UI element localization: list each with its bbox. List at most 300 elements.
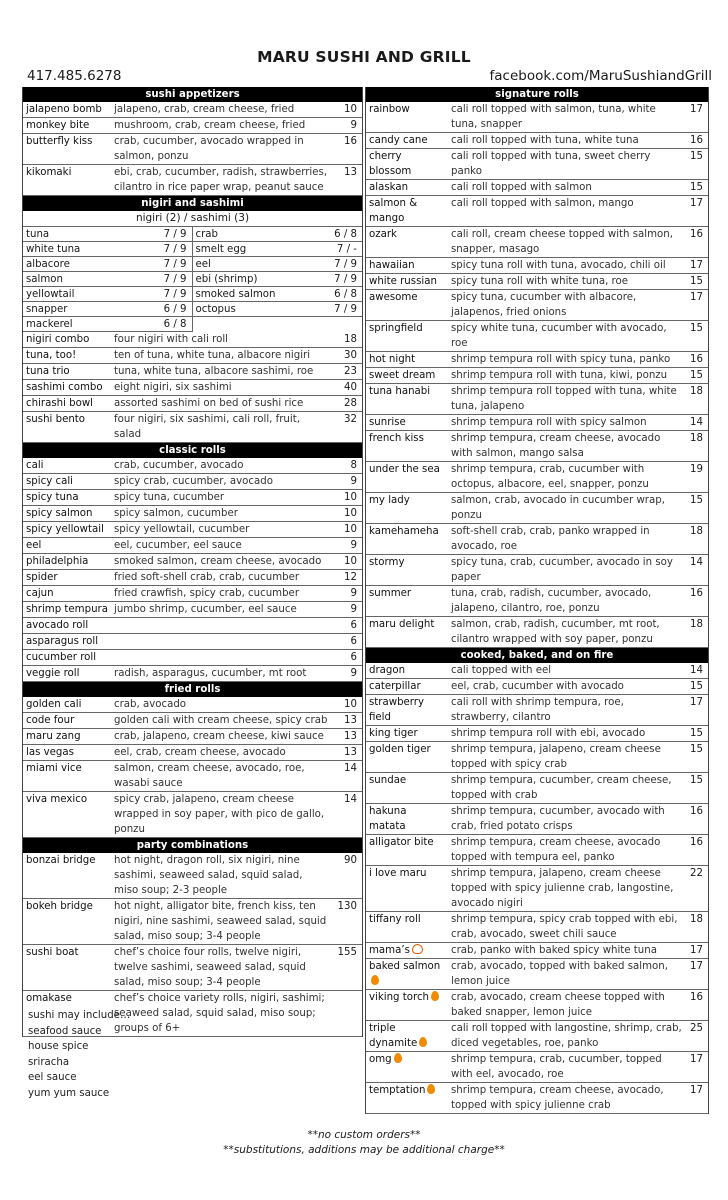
menu-item-row <box>366 196 708 227</box>
menu-item-row <box>366 1052 708 1083</box>
nigiri-name: eel <box>195 259 211 270</box>
item-name: white russian <box>369 276 437 287</box>
item-description: four nigiri, six sashimi, cali roll, fruit, salad <box>111 412 332 443</box>
menu-item-row <box>366 524 708 555</box>
item-price: 25 <box>686 1021 708 1052</box>
item-description: cali topped with eel <box>448 663 686 679</box>
item-description: shrimp tempura, spicy crab topped with ebi, crab, avocado, sweet chili sauce <box>448 912 686 943</box>
item-name: rainbow <box>369 104 410 115</box>
note-no-custom: **no custom orders** <box>307 1129 421 1141</box>
item-price: 17 <box>686 258 708 274</box>
menu-item-row <box>23 602 362 618</box>
nigiri-name: albacore <box>26 259 70 270</box>
menu-item-row <box>366 912 708 943</box>
nigiri-item <box>23 227 193 242</box>
item-price: 14 <box>686 415 708 431</box>
item-name: bonzai bridge <box>26 855 96 866</box>
item-price: 17 <box>686 1083 708 1114</box>
item-description: cali roll topped with langostine, shrimp, crab, diced vegetables, roe, panko <box>448 1021 686 1052</box>
menu-item-row <box>23 412 362 443</box>
item-price: 19 <box>686 462 708 493</box>
menu-item-row <box>366 180 708 196</box>
menu-item-row <box>366 835 708 866</box>
item-price: 18 <box>686 912 708 943</box>
item-description <box>111 650 332 666</box>
item-price: 15 <box>686 274 708 290</box>
item-price: 18 <box>686 617 708 648</box>
item-name: ozark <box>369 229 397 240</box>
nigiri-name: smoked salmon <box>195 289 276 300</box>
nigiri-item <box>193 272 363 287</box>
item-price: 16 <box>686 227 708 258</box>
item-price: 32 <box>332 412 362 443</box>
item-description: shrimp tempura roll with spicy salmon <box>448 415 686 431</box>
item-description: salmon, crab, radish, cucumber, mt root, cilantro wrapped with soy paper, ponzu <box>448 617 686 648</box>
item-description: chef’s choice four rolls, twelve nigiri, twelve sashimi, seaweed salad, squid salad, miso soup; 3-4 people <box>111 945 332 991</box>
item-price: 18 <box>332 332 362 348</box>
item-name: sunrise <box>369 417 406 428</box>
nigiri-item <box>23 242 193 257</box>
item-description: spicy salmon, cucumber <box>111 506 332 522</box>
item-name: strawberry field <box>369 697 425 723</box>
item-description: spicy white tuna, cucumber with avocado, roe <box>448 321 686 352</box>
item-description: golden cali with cream cheese, spicy crab <box>111 713 332 729</box>
item-price: 10 <box>332 522 362 538</box>
item-name: hakuna matata <box>369 806 407 832</box>
item-description: chef’s choice variety rolls, nigiri, sashimi; seaweed salad, squid salad, miso soup; groups of 6+ <box>111 991 332 1037</box>
flame-icon <box>419 1037 427 1047</box>
item-description: cali roll topped with salmon <box>448 180 686 196</box>
flame-icon <box>427 1084 435 1094</box>
item-name: maru delight <box>369 619 435 630</box>
item-description <box>111 634 332 650</box>
item-price: 9 <box>332 586 362 602</box>
item-description: cali roll topped with tuna, white tuna <box>448 133 686 149</box>
nigiri-price: 7 / 9 <box>163 274 187 285</box>
item-name: asparagus roll <box>26 636 99 647</box>
item-name: king tiger <box>369 728 418 739</box>
item-price: 17 <box>686 290 708 321</box>
menu-item-row <box>23 618 362 634</box>
item-price: 10 <box>332 490 362 506</box>
item-name: tiffany roll <box>369 914 421 925</box>
nigiri-price: 7 / 9 <box>163 229 187 240</box>
flame-icon <box>371 975 379 985</box>
item-price <box>332 991 362 1037</box>
item-price: 8 <box>332 458 362 474</box>
nigiri-name: ebi (shrimp) <box>195 274 258 285</box>
item-name: under the sea <box>369 464 440 475</box>
menu-item-row <box>366 493 708 524</box>
item-price: 18 <box>686 431 708 462</box>
item-description: spicy tuna roll with tuna, avocado, chili oil <box>448 258 686 274</box>
item-price: 15 <box>686 742 708 773</box>
item-name: code four <box>26 715 75 726</box>
item-name: my lady <box>369 495 410 506</box>
item-name: jalapeno bomb <box>26 104 102 115</box>
item-description: assorted sashimi on bed of sushi rice <box>111 396 332 412</box>
item-price: 40 <box>332 380 362 396</box>
menu-item-row <box>23 853 362 899</box>
item-price: 28 <box>332 396 362 412</box>
item-name: spider <box>26 572 58 583</box>
item-name: sundae <box>369 775 407 786</box>
item-description: spicy tuna, crab, cucumber, avocado in soy paper <box>448 555 686 586</box>
item-name: viking torch <box>369 992 430 1003</box>
item-name: miami vice <box>26 763 82 774</box>
nigiri-price: 7 / 9 <box>334 259 357 270</box>
menu-item-row <box>23 899 362 945</box>
item-price: 16 <box>686 835 708 866</box>
menu-item-row <box>23 634 362 650</box>
item-name: golden tiger <box>369 744 431 755</box>
item-description: shrimp tempura, cream cheese, avocado, topped with spicy julienne crab <box>448 1083 686 1114</box>
menu-item-row <box>366 555 708 586</box>
item-name: temptation <box>369 1085 426 1096</box>
item-description: salmon, crab, avocado in cucumber wrap, ponzu <box>448 493 686 524</box>
item-name: philadelphia <box>26 556 89 567</box>
nigiri-item <box>193 287 363 302</box>
nigiri-item <box>23 302 193 317</box>
item-price: 6 <box>332 618 362 634</box>
item-description: tuna, crab, radish, cucumber, avocado, jalapeno, cilantro, roe, ponzu <box>448 586 686 617</box>
menu-item-row <box>366 274 708 290</box>
nigiri-name: mackerel <box>26 319 73 330</box>
item-name: salmon & mango <box>369 198 418 224</box>
section-header-cooked: cooked, baked, and on fire <box>366 648 708 663</box>
nigiri-item <box>193 302 363 317</box>
menu-item-row <box>23 538 362 554</box>
item-price: 9 <box>332 474 362 490</box>
nigiri-combos-table <box>23 332 362 443</box>
item-description: fried soft-shell crab, crab, cucumber <box>111 570 332 586</box>
menu-item-row <box>23 102 362 118</box>
item-price: 6 <box>332 650 362 666</box>
item-name: monkey bite <box>26 120 90 131</box>
menu-item-row <box>23 165 362 196</box>
nigiri-name: tuna <box>26 229 50 240</box>
ingredient-item: yum yum sauce <box>28 1087 110 1099</box>
item-price: 14 <box>332 792 362 838</box>
menu-item-row <box>366 102 708 133</box>
item-name: butterfly kiss <box>26 136 93 147</box>
menu-item-row <box>366 321 708 352</box>
menu-item-row <box>366 133 708 149</box>
item-description: crab, avocado, topped with baked salmon, lemon juice <box>448 959 686 990</box>
nigiri-price: 7 / 9 <box>334 274 357 285</box>
item-description: shrimp tempura, jalapeno, cream cheese topped with spicy crab <box>448 742 686 773</box>
item-price: 22 <box>686 866 708 912</box>
item-description: spicy crab, jalapeno, cream cheese wrapped in soy paper, with pico de gallo, ponzu <box>111 792 332 838</box>
menu-item-row <box>366 679 708 695</box>
item-description: fried crawfish, spicy crab, cucumber <box>111 586 332 602</box>
nigiri-item <box>23 317 193 332</box>
item-price: 30 <box>332 348 362 364</box>
item-price: 13 <box>332 745 362 761</box>
menu-item-row <box>23 792 362 838</box>
item-description: ebi, crab, cucumber, radish, strawberries, cilantro in rice paper wrap, peanut sauce <box>111 165 332 196</box>
item-description <box>111 618 332 634</box>
item-description: radish, asparagus, cucumber, mt root <box>111 666 332 682</box>
item-description: shrimp tempura, cucumber, avocado with crab, fried potato crisps <box>448 804 686 835</box>
item-description: smoked salmon, cream cheese, avocado <box>111 554 332 570</box>
menu-title: MARU SUSHI AND GRILL <box>257 48 471 66</box>
menu-item-row <box>23 650 362 666</box>
menu-item-row <box>366 586 708 617</box>
item-price: 16 <box>332 134 362 165</box>
item-name: stormy <box>369 557 405 568</box>
ingredient-item: eel sauce <box>28 1072 77 1083</box>
menu-item-row <box>366 384 708 415</box>
item-description: shrimp tempura, crab, cucumber with octopus, albacore, eel, snapper, ponzu <box>448 462 686 493</box>
item-price: 14 <box>686 663 708 679</box>
section-header-appetizers: sushi appetizers <box>23 87 362 102</box>
item-description: shrimp tempura, cream cheese, avocado topped with tempura eel, panko <box>448 835 686 866</box>
menu-item-row <box>23 761 362 792</box>
nigiri-price: 6 / 8 <box>334 289 357 300</box>
menu-item-row <box>366 726 708 742</box>
fried-rolls-table <box>23 697 362 838</box>
item-price: 15 <box>686 773 708 804</box>
menu-item-row <box>366 695 708 726</box>
item-description: ten of tuna, white tuna, albacore nigiri <box>111 348 332 364</box>
item-price: 15 <box>686 368 708 384</box>
menu-notes <box>0 1128 728 1158</box>
menu-item-row <box>23 396 362 412</box>
nigiri-price: 6 / 9 <box>163 304 187 315</box>
menu-item-row <box>366 959 708 990</box>
item-name: french kiss <box>369 433 424 444</box>
item-price: 16 <box>686 804 708 835</box>
item-price: 17 <box>686 102 708 133</box>
item-description: crab, avocado, cream cheese topped with baked snapper, lemon juice <box>448 990 686 1021</box>
nigiri-name: yellowtail <box>26 289 75 300</box>
item-description: spicy tuna, cucumber with albacore, jalapenos, fried onions <box>448 290 686 321</box>
section-header-signature: signature rolls <box>366 87 708 102</box>
item-price: 17 <box>686 695 708 726</box>
item-description: spicy tuna roll with white tuna, roe <box>448 274 686 290</box>
item-price: 9 <box>332 118 362 134</box>
item-name: nigiri combo <box>26 334 90 345</box>
item-price: 10 <box>332 554 362 570</box>
item-description: shrimp tempura roll topped with tuna, white tuna, jalapeno <box>448 384 686 415</box>
nigiri-empty-cell <box>193 317 363 332</box>
nigiri-price: 7 / - <box>336 244 357 255</box>
item-description: crab, cucumber, avocado wrapped in salmon, ponzu <box>111 134 332 165</box>
item-name: omg <box>369 1054 392 1065</box>
item-price: 15 <box>686 493 708 524</box>
nigiri-item <box>193 257 363 272</box>
item-name: caterpillar <box>369 681 421 692</box>
item-description: cali roll topped with salmon, tuna, white tuna, snapper <box>448 102 686 133</box>
item-price: 90 <box>332 853 362 899</box>
item-price: 14 <box>332 761 362 792</box>
item-price: 9 <box>332 666 362 682</box>
item-name: tuna hanabi <box>369 386 431 397</box>
item-description: shrimp tempura, cream cheese, avocado with salmon, mango salsa <box>448 431 686 462</box>
menu-item-row <box>366 368 708 384</box>
item-description: eel, crab, cream cheese, avocado <box>111 745 332 761</box>
item-price: 12 <box>332 570 362 586</box>
item-name: spicy cali <box>26 476 73 487</box>
item-price: 17 <box>686 1052 708 1083</box>
menu-item-row <box>23 474 362 490</box>
item-description: eel, cucumber, eel sauce <box>111 538 332 554</box>
item-name: tuna, too! <box>26 350 77 361</box>
nigiri-name: salmon <box>26 274 63 285</box>
item-price: 15 <box>686 321 708 352</box>
item-description: shrimp tempura roll with ebi, avocado <box>448 726 686 742</box>
menu-item-row <box>366 742 708 773</box>
menu-item-row <box>23 490 362 506</box>
menu-item-row <box>23 348 362 364</box>
item-name: bokeh bridge <box>26 901 93 912</box>
item-description: spicy crab, cucumber, avocado <box>111 474 332 490</box>
nigiri-price: 7 / 9 <box>163 259 187 270</box>
item-price: 17 <box>686 959 708 990</box>
menu-item-row <box>366 290 708 321</box>
menu-item-row <box>366 943 708 959</box>
item-name: i love maru <box>369 868 427 879</box>
item-description: cali roll topped with tuna, sweet cherry panko <box>448 149 686 180</box>
item-price: 16 <box>686 990 708 1021</box>
right-column <box>365 87 709 1114</box>
item-price: 15 <box>686 149 708 180</box>
ingredient-item: sriracha <box>28 1056 70 1068</box>
section-header-fried: fried rolls <box>23 682 362 697</box>
nigiri-price: 6 / 8 <box>334 229 357 240</box>
ingredient-item: house spice <box>28 1041 89 1052</box>
menu-item-row <box>366 1083 708 1114</box>
item-description: mushroom, crab, cream cheese, fried <box>111 118 332 134</box>
item-description: crab, jalapeno, cream cheese, kiwi sauce <box>111 729 332 745</box>
item-price: 6 <box>332 634 362 650</box>
item-name: spicy tuna <box>26 492 79 503</box>
item-name: sashimi combo <box>26 382 103 393</box>
item-description: crab, panko with baked spicy white tuna <box>448 943 686 959</box>
item-name: tuna trio <box>26 366 70 377</box>
item-name: alaskan <box>369 182 409 193</box>
appetizers-table <box>23 102 362 196</box>
menu-item-row <box>366 149 708 180</box>
ingredients-list <box>28 1008 130 1101</box>
item-description: crab, avocado <box>111 697 332 713</box>
menu-item-row <box>23 945 362 991</box>
item-description: eight nigiri, six sashimi <box>111 380 332 396</box>
item-description: eel, crab, cucumber with avocado <box>448 679 686 695</box>
item-name: las vegas <box>26 747 74 758</box>
item-name: sushi bento <box>26 414 86 425</box>
menu-item-row <box>366 227 708 258</box>
menu-item-row <box>366 866 708 912</box>
item-name: sweet dream <box>369 370 436 381</box>
menu-item-row <box>23 506 362 522</box>
nigiri-name: white tuna <box>26 244 81 255</box>
nigiri-name: snapper <box>26 304 68 315</box>
section-header-party: party combinations <box>23 838 362 853</box>
item-name: eel <box>26 540 42 551</box>
menu-item-row <box>366 258 708 274</box>
item-description: spicy tuna, cucumber <box>111 490 332 506</box>
item-description: cali roll with shrimp tempura, roe, strawberry, cilantro <box>448 695 686 726</box>
nigiri-item <box>23 257 193 272</box>
nigiri-item <box>193 227 363 242</box>
nigiri-item <box>193 242 363 257</box>
nigiri-price: 7 / 9 <box>334 304 357 315</box>
item-description: spicy yellowtail, cucumber <box>111 522 332 538</box>
menu-item-row <box>23 697 362 713</box>
item-price: 9 <box>332 538 362 554</box>
item-price: 10 <box>332 697 362 713</box>
nigiri-name: octopus <box>195 304 236 315</box>
item-price: 16 <box>686 586 708 617</box>
item-name: awesome <box>369 292 418 303</box>
item-price: 9 <box>332 602 362 618</box>
item-name: springfield <box>369 323 423 334</box>
item-description: hot night, dragon roll, six nigiri, nine sashimi, seaweed salad, squid salad, miso soup; 2-3 people <box>111 853 332 899</box>
menu-item-row <box>23 713 362 729</box>
ingredient-item: seafood sauce <box>28 1025 102 1037</box>
item-name: veggie roll <box>26 668 80 679</box>
item-name: maru zang <box>26 731 81 742</box>
item-name: candy cane <box>369 135 428 146</box>
item-description: cali roll topped with salmon, mango <box>448 196 686 227</box>
item-name: golden cali <box>26 699 82 710</box>
item-price: 130 <box>332 899 362 945</box>
item-name: hot night <box>369 354 416 365</box>
item-name: avocado roll <box>26 620 89 631</box>
item-price: 13 <box>332 165 362 196</box>
flame-icon <box>394 1053 402 1063</box>
item-price: 15 <box>686 726 708 742</box>
signature-rolls-table <box>366 102 708 648</box>
menu-item-row <box>23 570 362 586</box>
item-description: hot night, alligator bite, french kiss, ten nigiri, nine sashimi, seaweed salad, squid salad, miso soup; 3-4 people <box>111 899 332 945</box>
item-price: 14 <box>686 555 708 586</box>
item-name: cali <box>26 460 44 471</box>
item-name: chirashi bowl <box>26 398 94 409</box>
item-price: 23 <box>332 364 362 380</box>
nigiri-item <box>23 272 193 287</box>
nigiri-subtitle: nigiri (2) / sashimi (3) <box>23 211 362 227</box>
menu-item-row <box>366 804 708 835</box>
menu-item-row <box>366 415 708 431</box>
item-name: cucumber roll <box>26 652 97 663</box>
menu-item-row <box>23 364 362 380</box>
item-name: cajun <box>26 588 54 599</box>
item-price: 18 <box>686 384 708 415</box>
item-name: mama’s <box>369 945 410 956</box>
menu-item-row <box>23 586 362 602</box>
item-description: jumbo shrimp, cucumber, eel sauce <box>111 602 332 618</box>
item-price: 15 <box>686 180 708 196</box>
classic-rolls-table <box>23 458 362 682</box>
menu-item-row <box>23 458 362 474</box>
section-header-nigiri: nigiri and sashimi <box>23 196 362 211</box>
facebook-url: facebook.com/MaruSushiandGrill <box>489 68 712 84</box>
item-name: summer <box>369 588 412 599</box>
item-description: shrimp tempura roll with tuna, kiwi, ponzu <box>448 368 686 384</box>
item-description: salmon, cream cheese, avocado, roe, wasabi sauce <box>111 761 332 792</box>
menu-item-row <box>366 462 708 493</box>
item-price: 13 <box>332 713 362 729</box>
menu-item-row <box>23 554 362 570</box>
menu-item-row <box>23 522 362 538</box>
section-header-classic: classic rolls <box>23 443 362 458</box>
flame-icon <box>431 991 439 1001</box>
item-price: 16 <box>686 352 708 368</box>
menu-item-row <box>23 380 362 396</box>
